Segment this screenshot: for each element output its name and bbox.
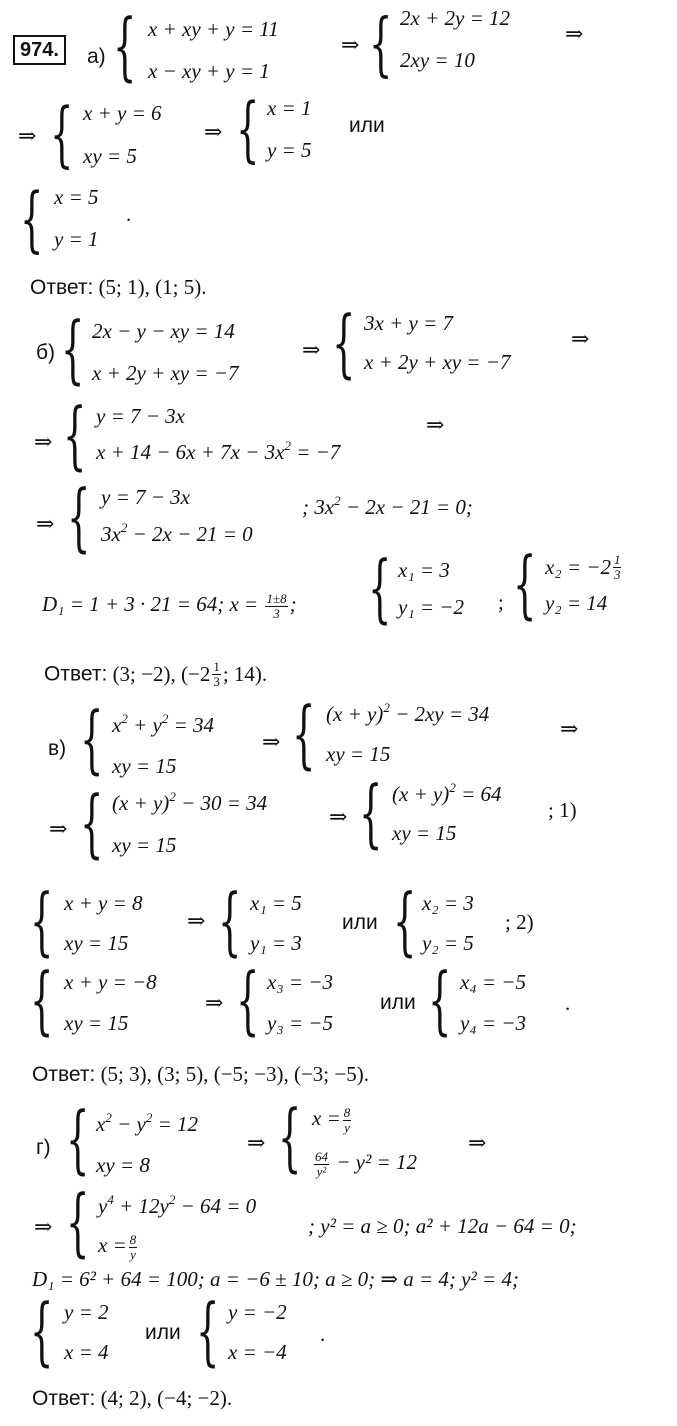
answer-line bbox=[30, 277, 206, 298]
implies-arrow: ⇒ bbox=[205, 990, 224, 1015]
system-brace: { bbox=[66, 1095, 90, 1182]
equation: y = 2 bbox=[64, 1300, 109, 1324]
case-label: ; 1) bbox=[548, 798, 577, 822]
equation: $x^2 - y^2 = 12$ bbox=[96, 1110, 198, 1136]
case-label: ; 2) bbox=[505, 910, 534, 934]
equation: y₄ = −3 bbox=[460, 1011, 526, 1035]
equation: x = 5 bbox=[54, 185, 99, 209]
problem-number: 974. bbox=[13, 35, 66, 65]
equation: $(x + y)^2 - 2xy = 34$ bbox=[326, 700, 490, 726]
equation: xy = 15 bbox=[392, 821, 457, 845]
equation: y₂ = 5 bbox=[422, 931, 474, 955]
system-brace: { bbox=[278, 1093, 302, 1180]
equation: xy = 15 bbox=[112, 833, 177, 857]
equation: x₂ = −2 $\frac{1}{3}$ bbox=[545, 552, 621, 582]
equation: x₄ = −5 bbox=[460, 970, 526, 994]
equation: y = 5 bbox=[267, 138, 312, 162]
equation: x + 2y + xy = −7 bbox=[92, 361, 239, 385]
system-brace: { bbox=[196, 1287, 220, 1374]
equation: ; $3x^2 - 2x - 21 = 0$; bbox=[302, 493, 473, 519]
equation: ; y² = a ≥ 0; a² + 12a − 64 = 0; bbox=[308, 1214, 577, 1238]
implies-arrow: ⇒ bbox=[36, 511, 55, 536]
system-brace: { bbox=[393, 877, 417, 964]
equation: xy = 15 bbox=[326, 742, 391, 766]
implies-arrow: ⇒ bbox=[187, 908, 206, 933]
equation: xy = 15 bbox=[112, 754, 177, 778]
implies-arrow: ⇒ bbox=[262, 729, 281, 754]
equation: x = 1 bbox=[267, 96, 312, 120]
equation: y₁ = 3 bbox=[250, 931, 302, 955]
system-brace: { bbox=[369, 3, 393, 84]
discriminant-line: D₁ = 6² + 64 = 100; a = −6 ± 10; a ≥ 0; ⇒ a = 4; y² = 4; bbox=[32, 1267, 519, 1291]
answer-label: Ответ: bbox=[32, 1063, 96, 1086]
implies-arrow: ⇒ bbox=[565, 21, 584, 46]
system-brace: { bbox=[67, 473, 91, 560]
implies-arrow: ⇒ bbox=[34, 429, 53, 454]
answer-label: Ответ: bbox=[30, 276, 94, 299]
equation: x + y = −8 bbox=[64, 970, 157, 994]
discriminant-line: D₁ = 1 + 3 · 21 = 64; x = $\frac{1\pm 8}{3}$ ; bbox=[42, 591, 297, 621]
equation: x₁ = 5 bbox=[250, 891, 302, 915]
equation: xy = 15 bbox=[64, 931, 129, 955]
implies-arrow: ⇒ bbox=[341, 32, 360, 57]
implies-arrow: ⇒ bbox=[302, 337, 321, 362]
equation: y = 7 − 3x bbox=[96, 404, 185, 428]
system-brace: { bbox=[368, 544, 392, 631]
equation: $3x^2 - 2x - 21 = 0$ bbox=[101, 520, 253, 546]
equation: 2x − y − xy = 14 bbox=[92, 319, 235, 343]
answer-line bbox=[44, 660, 267, 688]
implies-arrow: ⇒ bbox=[571, 326, 590, 351]
equation: x + 2y + xy = −7 bbox=[364, 350, 511, 374]
system-brace: { bbox=[428, 956, 452, 1043]
implies-arrow: ⇒ bbox=[426, 412, 445, 437]
equation: x₃ = −3 bbox=[267, 970, 333, 994]
equation: x = $\frac{8}{y}$ bbox=[312, 1105, 351, 1135]
system-brace: { bbox=[80, 695, 104, 782]
equation: xy = 8 bbox=[96, 1153, 150, 1177]
equation: x = $\frac{8}{y}$ bbox=[98, 1232, 137, 1262]
part-b-label: б) bbox=[36, 341, 56, 364]
implies-arrow: ⇒ bbox=[329, 804, 348, 829]
implies-arrow: ⇒ bbox=[49, 816, 68, 841]
equation: xy = 5 bbox=[83, 144, 137, 168]
part-v-label: в) bbox=[48, 737, 67, 760]
equation: $\frac{64}{\text{y²}}$ − y² = 12 bbox=[315, 1149, 417, 1179]
system-brace: { bbox=[50, 91, 74, 176]
period: . bbox=[565, 991, 571, 1015]
system-brace: { bbox=[80, 779, 104, 866]
equation: $(x + y)^2 - 30 = 34$ bbox=[112, 789, 268, 815]
equation: x + y = 8 bbox=[64, 891, 143, 915]
system-brace: { bbox=[236, 956, 260, 1043]
system-brace: { bbox=[66, 1178, 90, 1265]
or-word: или bbox=[380, 991, 416, 1014]
implies-arrow: ⇒ bbox=[468, 1130, 487, 1155]
equation: x + y = 6 bbox=[83, 101, 162, 125]
implies-arrow: ⇒ bbox=[560, 716, 579, 741]
equation: $x^2 + y^2 = 34$ bbox=[112, 711, 214, 737]
equation: 2x + 2y = 12 bbox=[400, 6, 510, 30]
semicolon: ; bbox=[498, 590, 504, 614]
implies-arrow: ⇒ bbox=[247, 1130, 266, 1155]
answer-value: (3; −2), (−2 $\frac{1}{3}$ ; 14). bbox=[112, 659, 268, 689]
equation: y₂ = 14 bbox=[545, 591, 608, 615]
equation: $y^4 + 12y^2 - 64 = 0$ bbox=[98, 1192, 257, 1218]
equation: y = 7 − 3x bbox=[101, 485, 190, 509]
answer-value: (5; 3), (3; 5), (−5; −3), (−3; −5). bbox=[100, 1062, 369, 1086]
equation: 2xy = 10 bbox=[400, 48, 475, 72]
equation: y = 1 bbox=[54, 227, 99, 251]
system-brace: { bbox=[332, 299, 356, 386]
answer-line bbox=[32, 1388, 232, 1409]
system-brace: { bbox=[30, 956, 54, 1043]
or-word: или bbox=[342, 911, 378, 934]
system-brace: { bbox=[292, 690, 316, 777]
equation: x₂ = 3 bbox=[422, 891, 474, 915]
or-word: или bbox=[145, 1321, 181, 1344]
answer-value: (4; 2), (−4; −2). bbox=[100, 1386, 233, 1410]
period: . bbox=[126, 202, 132, 226]
system-brace: { bbox=[113, 2, 137, 90]
system-brace: { bbox=[218, 877, 242, 964]
answer-label: Ответ: bbox=[44, 662, 108, 686]
equation: x = −4 bbox=[228, 1340, 287, 1364]
equation: x = 4 bbox=[64, 1340, 109, 1364]
system-brace: { bbox=[236, 86, 260, 171]
period: . bbox=[320, 1322, 326, 1346]
answer-label: Ответ: bbox=[32, 1387, 96, 1410]
part-a-label: а) bbox=[87, 45, 106, 68]
part-g-label: г) bbox=[36, 1136, 51, 1159]
system-brace: { bbox=[359, 769, 383, 856]
implies-arrow: ⇒ bbox=[34, 1214, 53, 1239]
equation: 3x + y = 7 bbox=[364, 311, 453, 335]
answer-value: (5; 1), (1; 5). bbox=[98, 275, 207, 299]
equation: x + xy + y = 11 bbox=[148, 17, 279, 41]
implies-arrow: ⇒ bbox=[204, 119, 223, 144]
system-brace: { bbox=[63, 391, 87, 478]
system-brace: { bbox=[513, 540, 537, 627]
equation: x₁ = 3 bbox=[398, 558, 450, 582]
equation: y = −2 bbox=[228, 1300, 287, 1324]
equation: y₃ = −5 bbox=[267, 1011, 333, 1035]
fraction: $\frac{1\pm 8}{3}$ bbox=[266, 591, 287, 621]
system-brace: { bbox=[30, 1287, 54, 1374]
equation: $(x + y)^2 = 64$ bbox=[392, 780, 502, 806]
equation: $x + 14 - 6x + 7x - 3x^2 = -7$ bbox=[96, 438, 341, 464]
system-brace: { bbox=[30, 877, 54, 964]
equation: xy = 15 bbox=[64, 1011, 129, 1035]
system-brace: { bbox=[61, 305, 85, 392]
implies-arrow: ⇒ bbox=[18, 123, 37, 148]
equation: y₁ = −2 bbox=[398, 595, 464, 619]
system-brace: { bbox=[20, 176, 44, 261]
answer-line bbox=[32, 1064, 369, 1085]
equation: x − xy + y = 1 bbox=[148, 59, 270, 83]
or-word: или bbox=[349, 114, 385, 137]
